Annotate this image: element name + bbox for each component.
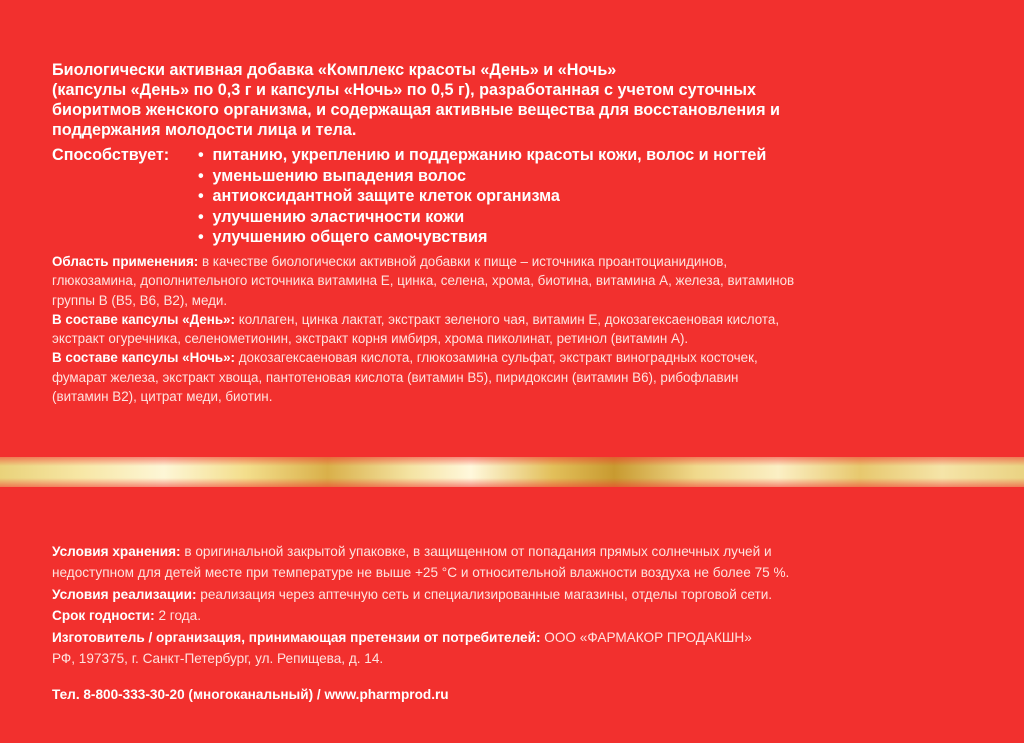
description-line: Биологически активная добавка «Комплекс красоты «День» и «Ночь» bbox=[52, 61, 617, 79]
gold-divider-band bbox=[0, 457, 1024, 487]
night-capsule-line: фумарат железа, экстракт хвоща, пантотеновая кислота (витамин В5), пиридоксин (витамин В6), рибофлавин bbox=[52, 369, 739, 385]
manufacturer-address: РФ, 197375, г. Санкт-Петербург, ул. Репищева, д. 14. bbox=[52, 651, 384, 667]
day-capsule-line: В составе капсулы «День»: коллаген, цинка лактат, экстракт зеленого чая, витамин Е, докозагексаеновая кислота, bbox=[52, 311, 780, 327]
storage-label: Условия хранения: bbox=[52, 544, 181, 559]
benefit-item bbox=[198, 166, 766, 187]
bullet-icon: • bbox=[198, 228, 204, 246]
description-line: биоритмов женского организма, и содержащая активные вещества для восстановления и bbox=[52, 101, 780, 119]
night-capsule-label: В составе капсулы «Ночь»: bbox=[52, 350, 236, 366]
benefit-text: улучшению общего самочувствия bbox=[212, 228, 488, 246]
bullet-icon: • bbox=[198, 187, 204, 205]
benefit-text: уменьшению выпадения волос bbox=[212, 166, 467, 185]
manufacturer-label: Изготовитель / организация, принимающая претензии от потребителей: bbox=[52, 629, 541, 645]
benefit-text: улучшению эластичности кожи bbox=[212, 207, 465, 226]
description-line: поддержания молодости лица и тела. bbox=[52, 121, 357, 139]
day-capsule-line: экстракт огуречника, селенометионин, экстракт корня имбиря, хрома пиколинат, ретинол (витамин А). bbox=[52, 331, 689, 347]
storage-line: Условия хранения: в оригинальной закрытой упаковке, в защищенном от попадания прямых солнечных лучей и bbox=[52, 544, 772, 559]
application-line: глюкозамина, дополнительного источника витамина Е, цинка, селена, хрома, биотина, витамина А, железа, витаминов bbox=[52, 273, 795, 289]
bullet-icon: • bbox=[198, 207, 204, 226]
benefit-item bbox=[198, 227, 766, 248]
application-line: группы В (В5, В6, В2), меди. bbox=[52, 292, 228, 308]
benefit-text: антиоксидантной защите клеток организма bbox=[212, 187, 560, 205]
sales-line: Условия реализации: реализация через аптечную сеть и специализированные магазины, отделы торговой сети. bbox=[52, 586, 773, 602]
application-line: Область применения: в качестве биологически активной добавки к пище – источника проантоцианидинов, bbox=[52, 254, 728, 269]
night-capsule-line: В составе капсулы «Ночь»: докозагексаеновая кислота, глюкозамина сульфат, экстракт виноградных косточек, bbox=[52, 350, 758, 366]
benefits-label: Способствует: bbox=[52, 146, 170, 164]
description-line: (капсулы «День» по 0,3 г и капсулы «Ночь» по 0,5 г), разработанная с учетом суточных bbox=[52, 81, 756, 99]
sales-label: Условия реализации: bbox=[52, 586, 197, 602]
benefits-list bbox=[198, 145, 766, 248]
shelf-life-line: Срок годности: 2 года. bbox=[52, 608, 201, 624]
bullet-icon: • bbox=[198, 166, 204, 185]
night-capsule-line: (витамин В2), цитрат меди, биотин. bbox=[52, 389, 273, 405]
benefit-text: питанию, укреплению и поддержанию красоты кожи, волос и ногтей bbox=[212, 146, 767, 164]
day-capsule-label: В составе капсулы «День»: bbox=[52, 311, 235, 327]
storage-and-manufacturer bbox=[52, 541, 992, 669]
shelf-life-label: Срок годности: bbox=[52, 608, 155, 624]
benefit-item bbox=[198, 207, 766, 228]
application-label: Область применения: bbox=[52, 254, 199, 269]
composition-details bbox=[52, 252, 992, 406]
contact-line: Тел. 8-800-333-30-20 (многоканальный) / www.pharmprod.ru bbox=[52, 687, 449, 702]
manufacturer-line: Изготовитель / организация, принимающая претензии от потребителей: ООО «ФАРМАКОР ПРОДАКШН» bbox=[52, 629, 752, 645]
storage-line: недоступном для детей месте при температуре не выше +25 °С и относительной влажности воздуха не более 75 %. bbox=[52, 565, 790, 581]
product-description bbox=[52, 60, 982, 140]
bullet-icon: • bbox=[198, 146, 204, 164]
benefit-item bbox=[198, 145, 766, 166]
benefit-item bbox=[198, 186, 766, 207]
